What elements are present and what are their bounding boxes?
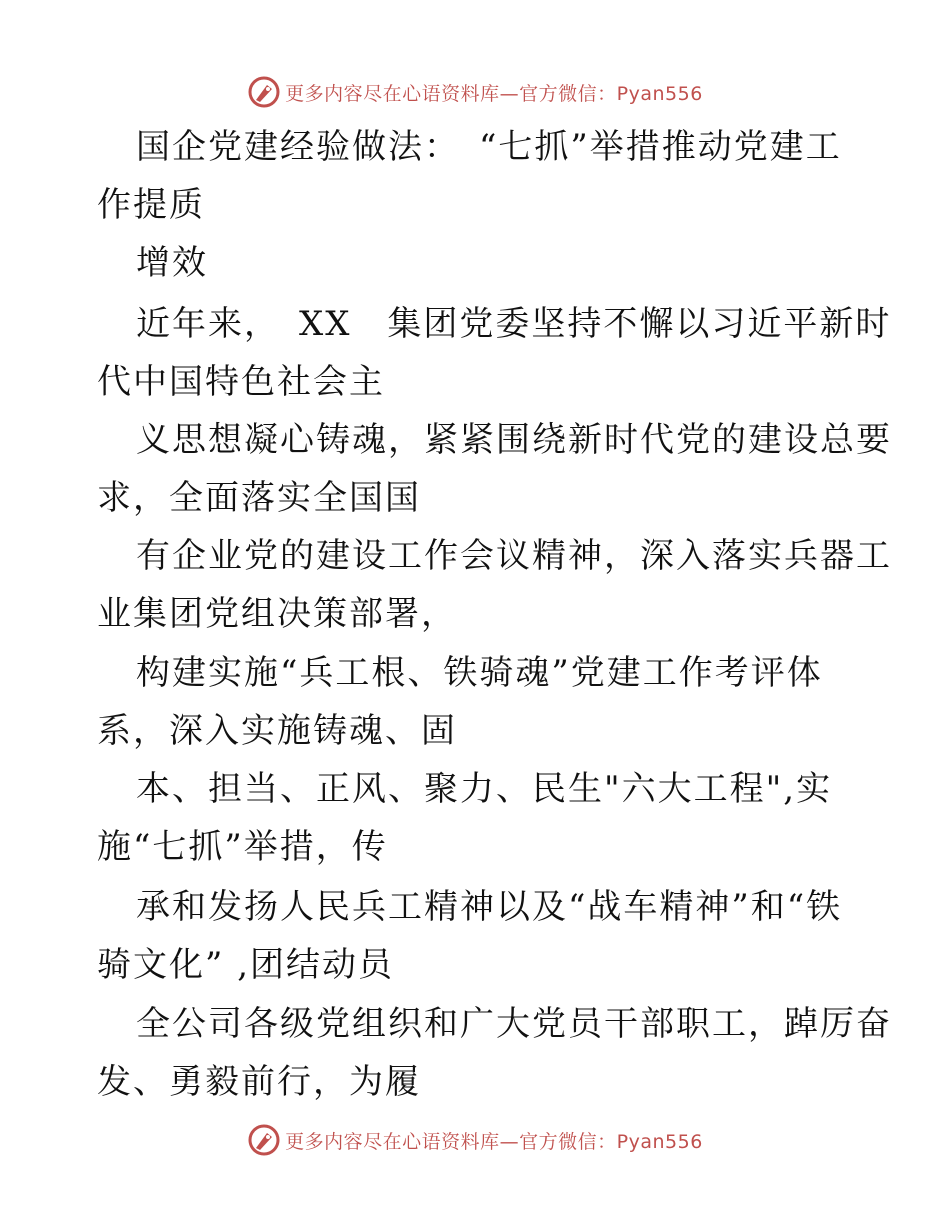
doc-line-11: 系，深入实施铸魂、固 xyxy=(97,711,457,751)
footer-banner-wechat: 官方微信：Pyan556 xyxy=(519,1130,703,1153)
doc-line-4: 近年来， XX 集团党委坚持不懈以习近平新时 xyxy=(136,304,892,344)
footer-banner xyxy=(0,1118,950,1162)
doc-line-3: 增效 xyxy=(136,243,208,283)
doc-line-12: 本、担当、正风、聚力、民生"六大工程",实 xyxy=(136,769,833,809)
header-banner xyxy=(0,70,950,114)
footer-banner-title: 更多内容尽在心语资料库 xyxy=(285,1130,500,1153)
pen-nib-logo-icon xyxy=(247,75,281,109)
header-banner-dash: — xyxy=(499,82,520,105)
doc-line-13: 施“七抓”举措，传 xyxy=(97,827,388,867)
footer-banner-dash: — xyxy=(499,1130,520,1153)
header-banner-title: 更多内容尽在心语资料库 xyxy=(285,82,500,105)
doc-line-16: 全公司各级党组织和广大党员干部职工，踔厉奋 xyxy=(136,1004,892,1044)
doc-line-9: 业集团党组决策部署， xyxy=(97,594,457,634)
doc-line-6: 义思想凝心铸魂，紧紧围绕新时代党的建设总要 xyxy=(136,420,892,460)
footer-banner-text xyxy=(285,1127,703,1154)
doc-line-14: 承和发扬人民兵工精神以及“战车精神”和“铁 xyxy=(136,887,843,927)
header-banner-wechat: 官方微信：Pyan556 xyxy=(519,82,703,105)
pen-nib-logo-icon xyxy=(247,1123,281,1157)
doc-line-17: 发、勇毅前行，为履 xyxy=(97,1062,421,1102)
doc-line-7: 求，全面落实全国国 xyxy=(97,478,421,518)
doc-line-10: 构建实施“兵工根、铁骑魂”党建工作考评体 xyxy=(136,653,823,693)
header-banner-text xyxy=(285,79,703,106)
doc-line-5: 代中国特色社会主 xyxy=(97,362,385,402)
doc-line-1: 国企党建经验做法： “七抓”举措推动党建工 xyxy=(136,127,842,167)
doc-line-2: 作提质 xyxy=(97,185,205,225)
doc-line-8: 有企业党的建设工作会议精神，深入落实兵器工 xyxy=(136,536,892,576)
doc-line-15: 骑文化” ,团结动员 xyxy=(97,945,394,985)
